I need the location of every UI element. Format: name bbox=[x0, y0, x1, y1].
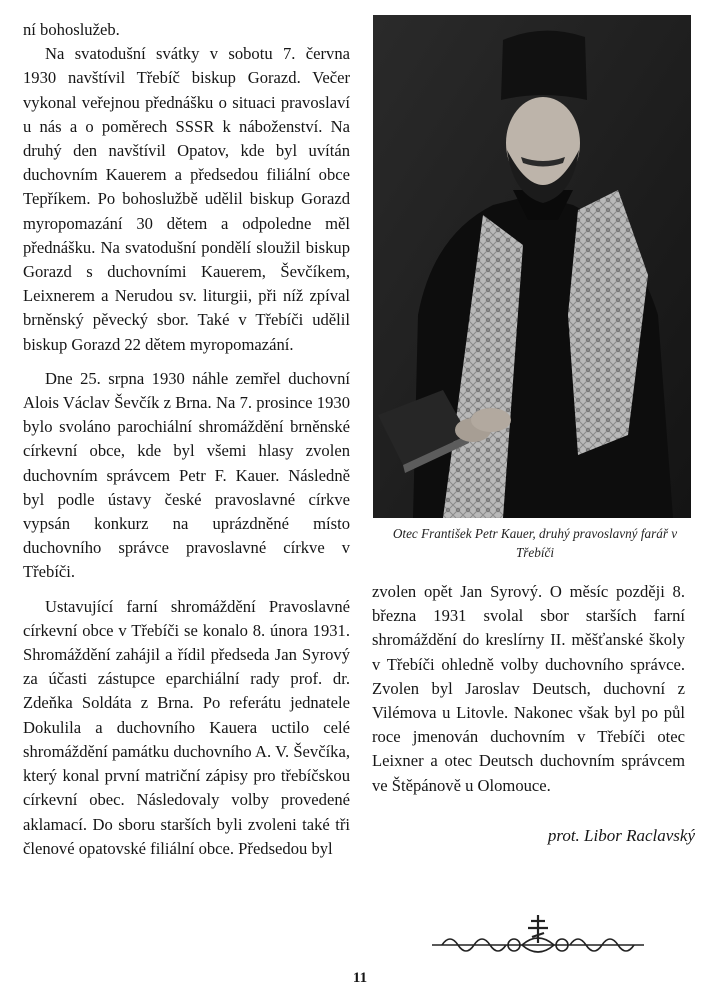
priest-portrait-photo bbox=[373, 15, 691, 518]
portrait-image bbox=[373, 15, 691, 518]
author-signature: prot. Libor Raclavský bbox=[547, 826, 695, 845]
left-text-column bbox=[23, 18, 350, 861]
paragraph-sevcik-death: Dne 25. srpna 1930 náhle zemřel duchovní Alois Václav Ševčík z Brna. Na 7. prosince 1930 bylo svoláno parochiální shromáždění brněnské církevní obce, kde byl všemi hlasy zvolen duchovním správcem Petr F. Kauer. Následně byl podle ústavy české pravoslavné církve vypsán konkurz na uprázdněné místo duchovního správce pravoslavné církve v Třebíči. bbox=[23, 368, 350, 582]
paragraph-parish-assembly: Ustavující farní shromáždění Pravoslavné církevní obce v Třebíči se konalo 8. února 1931. Shromáždění zahájil a řídil předseda Jan Syrový za účasti zástupce eparchiální rady prof. dr. Zdeňka Soldáta z Brna. Po referátu jednatele Dokulila a duchovního Kauera uctilo celé shromáždění památku duchovního A. V. Ševčíka, který konal první matriční zápisy pro třebíčskou církevní obec. Následovaly volby provedené aklamací. Do sboru starších byli zvoleni také tři členové opatovské filiální obce. Předsedou byl bbox=[23, 596, 350, 858]
right-text-column bbox=[372, 580, 685, 798]
page-number: 11 bbox=[352, 970, 368, 986]
paragraph-gorazd-visit: Na svatodušní svátky v sobotu 7. června 1930 navštívil Třebíč biskup Gorazd. Večer vykonal veřejnou přednášku o situaci pravoslaví u nás a o poměrech SSSR k náboženství. Na druhý den navštívil Opatov, kde byl uvítán duchovním Kauerem a předsedou filiální obce Tepříkem. Po bohoslužbě udělil biskup Gorazd myropomazání 30 dětem a odpoledne měl přednášku. Na svatodušní pondělí sloužil biskup Gorazd s duchovními Kauerem, Ševčíkem, Leixnerem a Nerudou sv. liturgii, při níž zpíval brněnský pěvecký sbor. Také v Třebíči udělil biskup Gorazd 22 dětem myropomazání. bbox=[23, 44, 350, 354]
paragraph-continuation-right: zvolen opět Jan Syrový. O měsíc později 8. března 1931 svolal sbor starších farní shromáždění do kreslírny II. měšťanské školy v Třebíči ohledně volby duchovního správce. Zvolen byl Jaroslav Deutsch, duchovní z Vilémova u Litovle. Nakonec však byl po půl roce jmenován duchovním v Třebíči otec Leixner a otec Deutsch duchovním správcem ve Štěpánově u Olomouce. bbox=[372, 582, 685, 795]
photo-caption: Otec František Petr Kauer, druhý pravoslavný farář v Třebíči bbox=[392, 526, 678, 560]
orthodox-cross-ornament-icon bbox=[432, 913, 644, 959]
paragraph-continuation: ní bohoslužeb. bbox=[23, 20, 120, 39]
